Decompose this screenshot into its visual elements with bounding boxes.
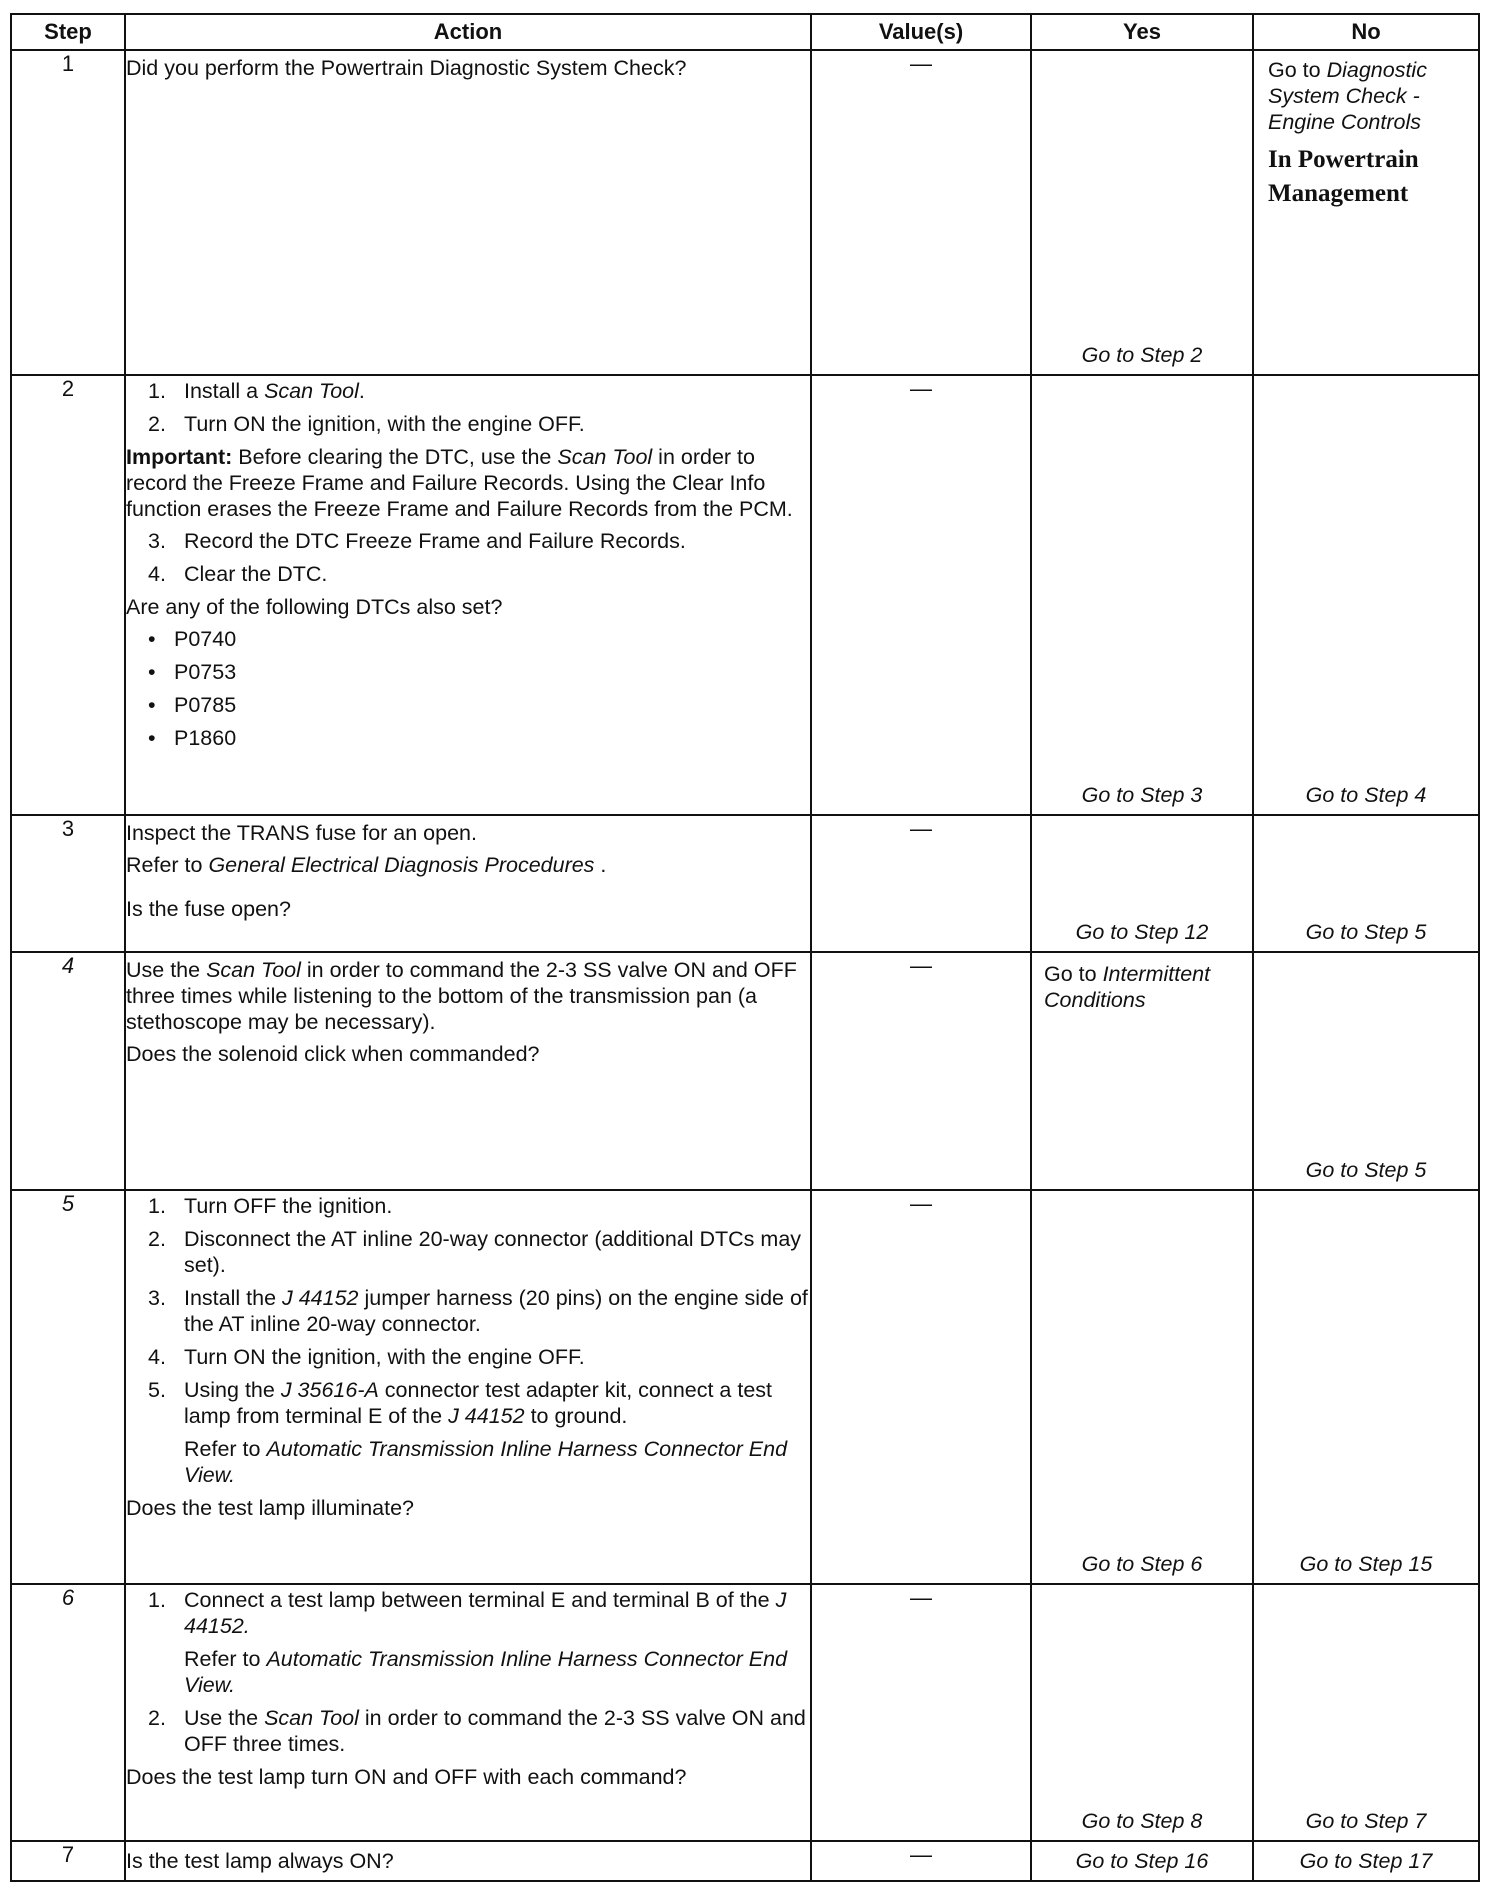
- list-item: • P0740: [126, 626, 810, 652]
- step-number: 4: [11, 952, 125, 1190]
- value-cell: —: [811, 1190, 1031, 1584]
- reference-link[interactable]: Automatic Transmission Inline Harness Connector End View.: [184, 1437, 788, 1487]
- instruction-list: [126, 528, 810, 587]
- list-item: 4. Turn ON the ignition, with the engine OFF.: [148, 1345, 585, 1369]
- list-item: 3. Install the J 44152 jumper harness (20 pins) on the engine side of the AT inline 20-way connector.: [148, 1286, 808, 1336]
- reference-link[interactable]: Automatic Transmission Inline Harness Connector End View.: [184, 1647, 788, 1697]
- dtc-list: [126, 626, 810, 751]
- instruction-list: [126, 1705, 810, 1757]
- no-cell: [1253, 952, 1479, 1190]
- list-item: 2. Use the Scan Tool in order to command the 2-3 SS valve ON and OFF three times.: [148, 1706, 806, 1756]
- list-item: 1. Install a Scan Tool.: [148, 379, 365, 403]
- reference-link[interactable]: General Electrical Diagnosis Procedures: [208, 853, 595, 877]
- table-row-step-2: [11, 375, 1479, 815]
- header-values: Value(s): [811, 14, 1031, 50]
- list-item: 5. Using the J 35616-A connector test adapter kit, connect a test lamp from terminal E of the J 44152 to ground.: [148, 1378, 773, 1428]
- no-cell: [1253, 1584, 1479, 1841]
- yes-cell: [1031, 1190, 1253, 1584]
- yes-goto[interactable]: Go to Intermittent Conditions: [1044, 962, 1211, 1012]
- list-item: 2. Disconnect the AT inline 20-way connector (additional DTCs may set).: [148, 1227, 802, 1277]
- no-cell: [1253, 1190, 1479, 1584]
- instruction-list: [126, 378, 810, 437]
- list-item: • P1860: [126, 725, 810, 751]
- action-cell: [125, 375, 811, 815]
- step-number: 5: [11, 1190, 125, 1584]
- yes-goto[interactable]: Go to Step 3: [1081, 783, 1203, 807]
- yes-goto[interactable]: Go to Step 6: [1081, 1552, 1203, 1576]
- yes-goto[interactable]: Go to Step 12: [1075, 920, 1209, 944]
- action-cell: 1. Connect a test lamp between terminal E and terminal B of the J 44152. Refer to Automatic Transmission Inline Harness Connector End View. 2. Use the Scan Tool in order to command the 2-3 SS valve ON and OFF three times. Does the test lamp turn ON and OFF with each command?: [125, 1584, 811, 1841]
- action-cell: 1. Turn OFF the ignition. 2. Disconnect the AT inline 20-way connector (additional DTCs may set). 3. Install the J 44152 jumper harness (20 pins) on the engine side of the AT inline 20-way connector. 4. Turn ON the ignition, with the engine OFF. 5. Using the J 35616-A connector test adapter kit, connect a test lamp from terminal E of the J 44152 to ground. Refer to Automatic Transmission Inline Harness Connector End View. Does the test lamp illuminate?: [125, 1190, 811, 1584]
- action-cell: Use the Scan Tool in order to command the 2-3 SS valve ON and OFF three times while listening to the bottom of the transmission pan (a stethoscope may be necessary). Does the solenoid click when commanded?: [125, 952, 811, 1190]
- no-cell: [1253, 815, 1479, 952]
- header-row: [11, 14, 1479, 50]
- header-action: Action: [125, 14, 811, 50]
- table-row-step-3: [11, 815, 1479, 952]
- no-goto[interactable]: Go to Step 7: [1305, 1809, 1427, 1833]
- diagnostic-table: [10, 13, 1480, 1882]
- no-cell: Go to Diagnostic System Check - Engine Controls In Powertrain Management: [1253, 50, 1479, 375]
- yes-goto[interactable]: Go to Step 2: [1081, 343, 1203, 367]
- question-text: Are any of the following DTCs also set?: [126, 595, 503, 619]
- list-item: 4. Clear the DTC.: [148, 562, 328, 586]
- value-cell: —: [811, 815, 1031, 952]
- step-number: 6: [11, 1584, 125, 1841]
- yes-cell: [1031, 1841, 1253, 1881]
- list-item: • P0785: [126, 692, 810, 718]
- yes-goto[interactable]: Go to Step 16: [1075, 1849, 1209, 1873]
- yes-cell: [1031, 952, 1253, 1190]
- action-cell: [125, 50, 811, 375]
- list-item: 1. Connect a test lamp between terminal E and terminal B of the J 44152.: [148, 1588, 787, 1638]
- instruction-list: [126, 1193, 810, 1429]
- table-row-step-4: [11, 952, 1479, 1190]
- list-item: 1. Turn OFF the ignition.: [148, 1194, 393, 1218]
- no-goto[interactable]: Go to Step 4: [1305, 783, 1427, 807]
- yes-cell: [1031, 375, 1253, 815]
- value-cell: —: [811, 375, 1031, 815]
- yes-goto[interactable]: Go to Step 8: [1081, 1809, 1203, 1833]
- no-goto[interactable]: Go to Step 17: [1299, 1849, 1433, 1873]
- value-cell: —: [811, 1841, 1031, 1881]
- header-yes: Yes: [1031, 14, 1253, 50]
- list-item: 3. Record the DTC Freeze Frame and Failure Records.: [148, 529, 686, 553]
- table-row-step-7: [11, 1841, 1479, 1881]
- no-goto[interactable]: Go to Step 15: [1299, 1552, 1433, 1576]
- important-note: Important: Before clearing the DTC, use the Scan Tool in order to record the Freeze Frame and Failure Records. Using the Clear Info function erases the Freeze Frame and Failure Records from the PCM.: [126, 445, 793, 521]
- step-number: 2: [11, 375, 125, 815]
- table-row-step-6: [11, 1584, 1479, 1841]
- step-number: 1: [11, 50, 125, 375]
- header-step: Step: [11, 14, 125, 50]
- value-cell: —: [811, 1584, 1031, 1841]
- no-cell: [1253, 1841, 1479, 1881]
- step-number: 3: [11, 815, 125, 952]
- table-row-step-5: [11, 1190, 1479, 1584]
- value-cell: —: [811, 952, 1031, 1190]
- header-no: No: [1253, 14, 1479, 50]
- instruction-list: [126, 1587, 810, 1639]
- list-item: • P0753: [126, 659, 810, 685]
- action-cell: Is the test lamp always ON?: [125, 1841, 811, 1881]
- yes-cell: [1031, 50, 1253, 375]
- no-cell: [1253, 375, 1479, 815]
- no-goto-link[interactable]: Diagnostic System Check - Engine Controls: [1268, 58, 1427, 134]
- reference-note: In Powertrain Management: [1268, 146, 1419, 207]
- yes-cell: [1031, 1584, 1253, 1841]
- no-goto[interactable]: Go to Step 5: [1305, 1158, 1427, 1182]
- yes-cell: [1031, 815, 1253, 952]
- list-item: 2. Turn ON the ignition, with the engine OFF.: [148, 412, 585, 436]
- value-cell: —: [811, 50, 1031, 375]
- step-number: 7: [11, 1841, 125, 1881]
- table-row-step-1: [11, 50, 1479, 375]
- no-goto[interactable]: Go to Step 5: [1305, 920, 1427, 944]
- action-text: Did you perform the Powertrain Diagnostic System Check?: [126, 56, 687, 80]
- action-cell: Inspect the TRANS fuse for an open. Refer to General Electrical Diagnosis Procedures . Is the fuse open?: [125, 815, 811, 952]
